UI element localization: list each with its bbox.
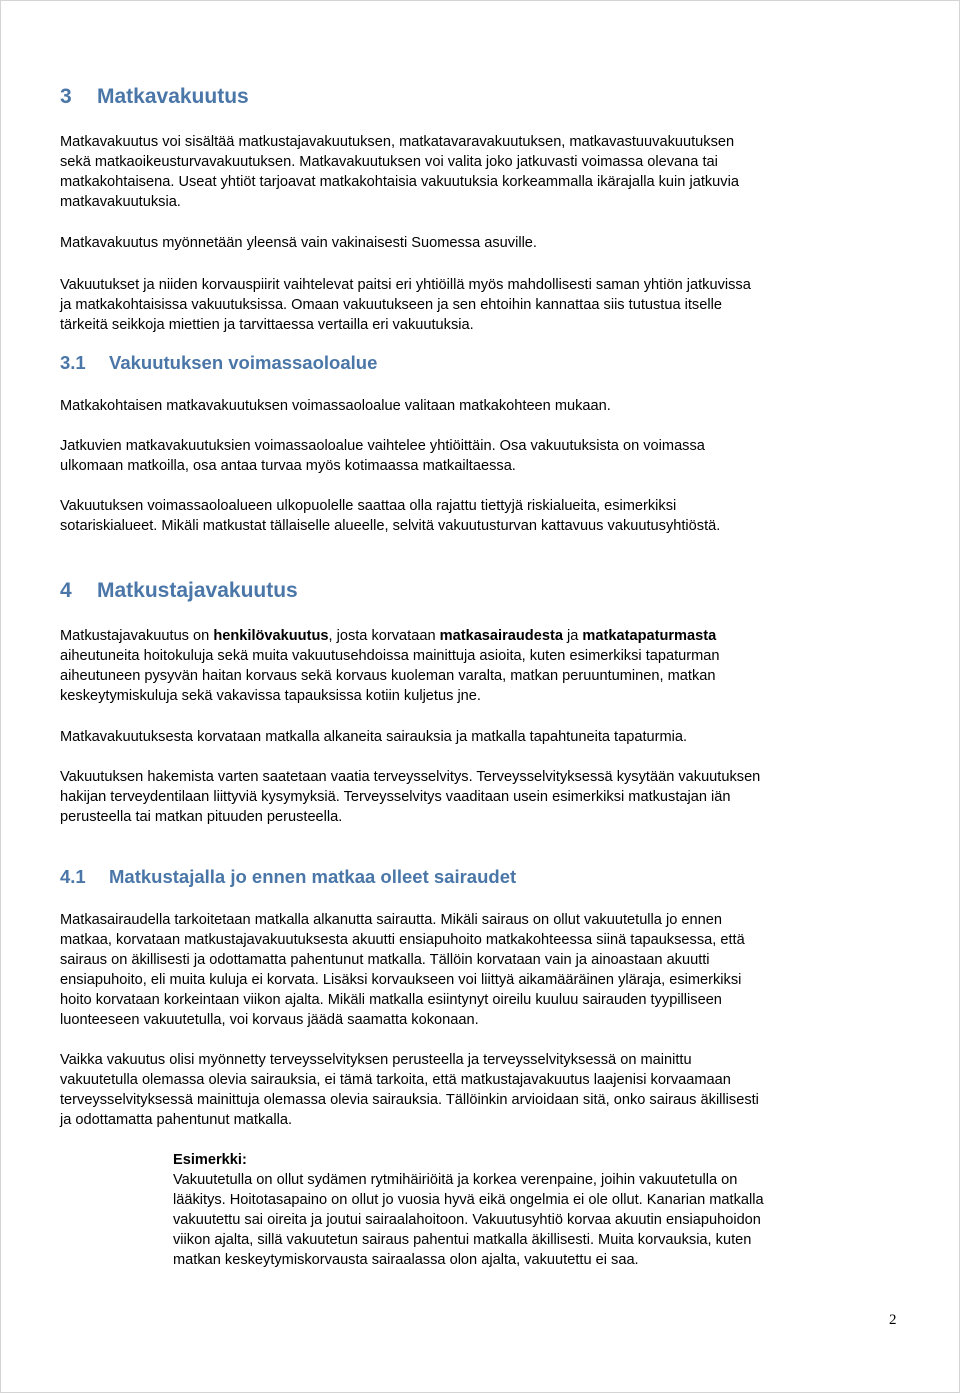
- page-number: 2: [889, 1312, 897, 1328]
- text-line: Matkavakuutus myönnetään yleensä vain vakinaisesti Suomessa asuville.: [60, 235, 537, 251]
- text-line: matkakohtaisena. Useat yhtiöt tarjoavat matkakohtaisia vakuutuksia korkeammalla ikärajalla kuin jatkuvia: [60, 174, 739, 190]
- heading-section-3: [60, 85, 902, 109]
- emphasis-matkatapaturmasta: matkatapaturmasta: [582, 628, 717, 644]
- text-run: , josta korvataan: [328, 628, 440, 644]
- text-line: Vakuutukset ja niiden korvauspiirit vaihtelevat paitsi eri yhtiöillä myös mahdollisesti saman yhtiön jatkuvissa: [60, 277, 751, 293]
- text-line: Jatkuvien matkavakuutuksien voimassaoloalue vaihtelee yhtiöittäin. Osa vakuutuksista on voimassa: [60, 438, 705, 454]
- text-line: aiheutuneen pysyvän haitan korvaus sekä korvaus kuoleman varalta, matkan peruuntuminen, matkan: [60, 668, 716, 684]
- text-line: matkavakuutuksia.: [60, 194, 181, 210]
- paragraph: [60, 910, 902, 1030]
- text-line: Matkakohtaisen matkavakuutuksen voimassaoloalue valitaan matkakohteen mukaan.: [60, 398, 611, 414]
- text-line: ulkomaan matkoilla, osa antaa turvaa myös kotimaassa matkailtaessa.: [60, 458, 516, 474]
- example-box: [173, 1150, 893, 1270]
- text-line: Matkavakuutuksesta korvataan matkalla alkaneita sairauksia ja matkalla tapahtuneita tapaturmia.: [60, 729, 688, 745]
- text-line: ja odottamatta pahentunut matkalla.: [60, 1112, 293, 1128]
- text-run: ja: [562, 628, 583, 644]
- text-line: [60, 626, 902, 646]
- text-run: Matkustajavakuutus on: [60, 628, 214, 644]
- text-line: tärkeitä seikkoja miettien ja tarvittaessa vertailla eri vakuutuksia.: [60, 317, 474, 333]
- text-line: keskeytymiskuluja sekä vakavissa tapauksissa kotiin kuljetus jne.: [60, 688, 481, 704]
- paragraph: [60, 767, 902, 827]
- text-line: aiheutuneita hoitokuluja sekä muita vakuutusehdoissa mainittuja asioita, kuten esimerkiksi tapaturman: [60, 648, 720, 664]
- heading-section-4-1: [60, 866, 902, 888]
- text-line: Vakuutuksen voimassaoloalueen ulkopuolelle saattaa olla rajattu tiettyjä riskialueita, esimerkiksi: [60, 498, 677, 514]
- text-line: vakuutettu sai oireita ja joutui sairaalahoitoon. Vakuutusyhtiö korvaa akuutin ensiapuhoidon: [173, 1212, 761, 1228]
- emphasis-henkilovakuutus: henkilövakuutus: [213, 628, 329, 644]
- heading-title: Matkustajavakuutus: [97, 579, 298, 602]
- text-line: perusteella tai matkan pituuden perusteella.: [60, 809, 343, 825]
- heading-title: Matkavakuutus: [97, 85, 249, 108]
- text-line: Vakuutetulla on ollut sydämen rytmihäiriöitä ja korkea verenpaine, joihin vakuutetulla on: [173, 1172, 738, 1188]
- text-line: viikon ajalta, sillä vakuutetun sairaus pahentui matkalla äkillisesti. Muita korvauksia, kuten: [173, 1232, 752, 1248]
- text-line: ja matkakohtaisissa vakuutuksissa. Omaan vakuutukseen ja sen ehtoihin kannattaa siis tutustua itselle: [60, 297, 722, 313]
- text-line: terveysselvityksessä mainittuja olemassa olevia sairauksia. Tällöinkin arvioidaan sitä, onko sairaus äkillisesti: [60, 1092, 759, 1108]
- heading-number: 3: [60, 85, 72, 108]
- text-line: hakijan terveydentilaan liittyviä kysymyksiä. Terveysselvitys vaaditaan usein esimerkiksi matkustajan iän: [60, 789, 731, 805]
- heading-title: Vakuutuksen voimassaoloalue: [109, 352, 378, 373]
- heading-number: 4.1: [60, 866, 86, 887]
- text-line: luonteeseen vakuutetulla, voi korvaus jäädä saamatta kokonaan.: [60, 1012, 479, 1028]
- heading-number: 4: [60, 579, 72, 602]
- text-line: vakuutetulla olemassa olevia sairauksia, ei tämä tarkoita, että matkustajavakuutus laajenisi korvaamaan: [60, 1072, 731, 1088]
- text-line: sairaus on äkillisesti ja odottamatta pahentunut matkalla. Tällöin korvataan vain ja ainoastaan akuutti: [60, 952, 710, 968]
- paragraph: [60, 132, 902, 212]
- text-line: lääkitys. Hoitotasapaino on ollut jo vuosia hyvä eikä ongelmia ei ole ollut. Kanarian matkalla: [173, 1192, 764, 1208]
- heading-section-4: [60, 579, 902, 603]
- text-line: sotariskialueet. Mikäli matkustat tällaiselle alueelle, selvitä vakuutusturvan kattavuus vakuutusyhtiöstä.: [60, 518, 721, 534]
- paragraph: [60, 1050, 902, 1130]
- emphasis-matkasairaudesta: matkasairaudesta: [439, 628, 563, 644]
- heading-title: Matkustajalla jo ennen matkaa olleet sairaudet: [109, 866, 517, 887]
- paragraph: [60, 396, 902, 416]
- heading-section-3-1: [60, 352, 902, 374]
- paragraph: [60, 496, 902, 536]
- paragraph: [60, 275, 902, 335]
- text-line: hoito korvataan korkeintaan viikon ajalta. Mikäli matkalla esiintynyt oireilu kuuluu sairauden tyypilliseen: [60, 992, 722, 1008]
- text-line: sekä matkaoikeusturvavakuutuksen. Matkavakuutuksen voi valita joko jatkuvasti voimassa olevana tai: [60, 154, 718, 170]
- text-line: Vaikka vakuutus olisi myönnetty terveysselvityksen perusteella ja terveysselvityksessä on mainittu: [60, 1052, 692, 1068]
- heading-number: 3.1: [60, 352, 86, 373]
- paragraph: [60, 727, 902, 747]
- paragraph: [60, 436, 902, 476]
- example-label: Esimerkki:: [173, 1152, 247, 1168]
- text-line: matkan keskeytymiskorvausta sairaalassa olon ajalta, vakuutettu ei saa.: [173, 1252, 639, 1268]
- text-line: matkaa, korvataan matkustajavakuutuksesta akuutti ensiapuhoito matkakohteessa siinä tapauksessa, että: [60, 932, 745, 948]
- paragraph: [60, 233, 902, 253]
- text-line: ensiapuhoito, eli muita kuluja ei korvata. Lisäksi korvaukseen voi liittyä aikamääräinen yläraja, esimerkiksi: [60, 972, 742, 988]
- text-line: Matkavakuutus voi sisältää matkustajavakuutuksen, matkatavaravakuutuksen, matkavastuuvakuutuksen: [60, 134, 735, 150]
- text-line: Vakuutuksen hakemista varten saatetaan vaatia terveysselvitys. Terveysselvityksessä kysytään vakuutuksen: [60, 769, 761, 785]
- text-line: Matkasairaudella tarkoitetaan matkalla alkanutta sairautta. Mikäli sairaus on ollut vakuutetulla jo ennen: [60, 912, 722, 928]
- paragraph: [60, 626, 902, 706]
